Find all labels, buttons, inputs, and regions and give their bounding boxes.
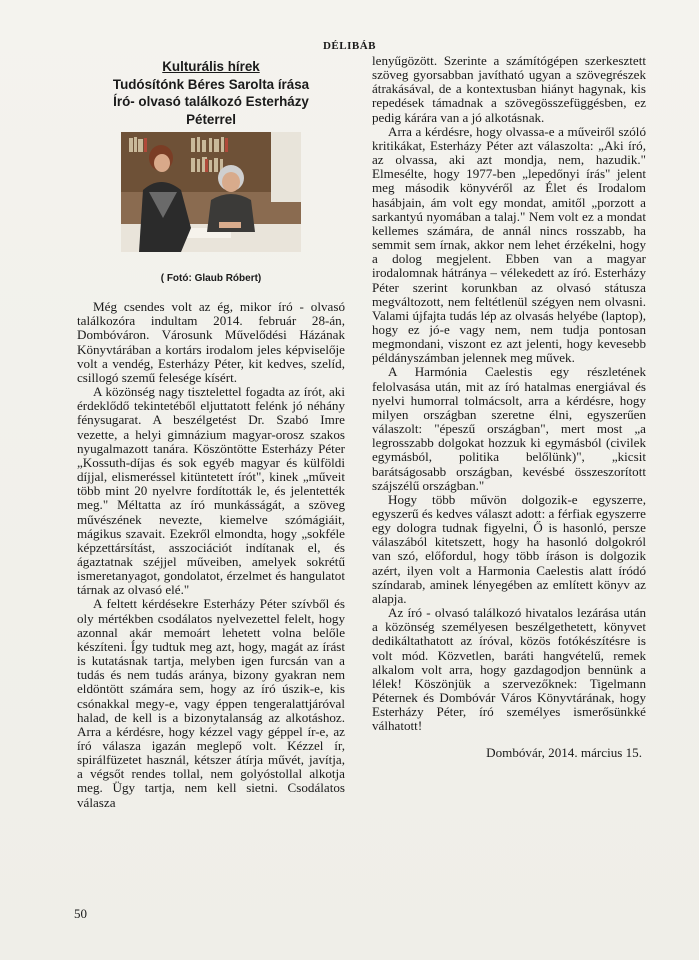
article-title-line2: Péterrel [186, 111, 236, 127]
paragraph: A közönség nagy tisztelettel fogadta az írót, aki érdeklődő tekintetéből eljuttatott felénk jó néhány fénysugarat. A beszélgetést Dr. Szabó Imre vezette, a helyi gimnázium magyar-orosz szakos nyugalmazott tanára. Köszöntötte Esterházy Péter „Kossuth-díjas és sok egyéb magyar és külföldi díjjal, elismeréssel kitüntetett írót", kinek „műveit több mint 20 nyelvre fordították le, és jelentették meg." Méltatta az író munkásságát, a szöveg művészének nevezte, kiemelve szómágiáit, mágikus szavait. Ezekről elmondta, hogy „sokféle képzettársítást, asszociációt indítanak el, és ágaztatnak széjjel műveiben, amelyek sokrétű ismeretanyagot, gondolatot, érzelmet és hangulatot tárnak az olvasó elé." [77, 384, 345, 598]
section-title: Kulturális hírek [162, 59, 260, 74]
paragraph: Még csendes volt az ég, mikor író - olvasó találkozóra indultam 2014. február 28-án, Dombóváron. Városunk Művelődési Házának Könyvtárában a kortárs irodalom jeles képviselője volt a vendég, Esterházy Péter, kit kedves, szelíd, csillogó szemű felesége kísért. [77, 299, 345, 385]
paragraph: lenyűgözött. Szerinte a számítógépen szerkesztett szöveg gyorsabban javítható ugyan a szövegrészek átrakásával, de a kontextusban hiányt hagynak, kis repedések támadnak a szövegösszefüggésben, ez pedig kárára van a jó alkotásnak. [372, 53, 646, 125]
byline: Tudósítónk Béres Sarolta írása [112, 76, 310, 92]
article-title-line1: Író- olvasó találkozó Esterházy [113, 94, 309, 109]
paragraph: Arra a kérdésre, hogy olvassa-e a műveiről szóló kritikákat, Esterházy Péter azt válaszolta: „Aki író, az olvassa, aki azt mondja, nem, hazudik." Elmesélte, hogy 1977-ben „lepedőnyi írás" jelent meg második könyvéről az Élet és Irodalom hasábjain, ám volt egy mondat, amitől „porzott a sarkantyú nyomában a talaj." Nem volt ez a mondat kellemes számára, de annál nincs rosszabb, ha semmit sem írnak, akkor nem lehet érzékelni, hogy a dolog megjelent. Ebben van a magyar irodalomnak hátránya – vélekedett az író. Esterházy Péter szerint korunkban az olvasó státusza megváltozott, nem feltétlenül szégyen nem olvasni. Valami újfajta tudás lép az olvasás helyébe (laptop), hogy ez jó-e vagy nem, nem tudja pontosan megmondani, viszont ez azt jelenti, hogy kevesebb példányszámban jelennek meg művek. [372, 123, 646, 366]
paragraph: Az író - olvasó találkozó hivatalos lezárása után a közönség személyesen beszélgethetett, könyvet dedikáltathatott az íróval, közös fotókészítésre is volt mód. Közvetlen, baráti hangvételű, remek alkalom volt arra, hogy gazdagodjon bennünk a lélek! Köszönjük a szervezőknek: Tigelmann Péternek és Dombóvár Város Könyvtárának, hogy Esterházy Péter, író személyes ismerősünkké válhatott! [372, 605, 646, 734]
running-head: DÉLIBÁB [322, 40, 377, 52]
right-column [372, 54, 646, 760]
photo-caption: ( Fotó: Glaub Róbert) [160, 273, 262, 284]
paragraph: A Harmónia Caelestis egy részletének felolvasása után, mit az író hatalmas energiával és nyelvi humorral tolmácsolt, arra a kérdésre, hogy milyen országban szeretne élni, egyszerűen válaszolt: "épeszű országban", mert most „a legrosszabb dolgokat hozzuk ki egymásból (civilek egymásból, politika belőlünk)", „kicsit barátságosabb országban, kevésbé összeszorított szájszélű országban." [372, 364, 646, 493]
paragraph: Hogy több művön dolgozik-e egyszerre, egyszerű és kedves választ adott: a férfiak egyszerre egy dologra tudnak figyelni, Ő is hasonló, persze válaszából kitetszett, hogy ha hasonló dolgokról van szó, előfordul, hogy több íráson is dolgozik azért, ilyen volt a Harmonia Caelestis alatt íródó színdarab, aminek lényegében az említett könyv az alapja. [372, 491, 646, 606]
dateline: Dombóvár, 2014. március 15. [486, 744, 642, 760]
event-photo [121, 132, 301, 252]
article-header [77, 58, 345, 128]
page-number: 50 [74, 906, 87, 921]
paragraph: A feltett kérdésekre Esterházy Péter szívből és oly mértékben csodálatos nyelvezettel felelt, hogy azonnal akár memoárt lehetett volna belőle készíteni. Így tudtuk meg azt, hogy, magát az írást is kutatásnak tartja, melyben igen furcsán van a tudás és nem tudás aránya, bizony gyakran nem eldöntött számára sem, hogy az író úszik-e, kis csónakkal megy-e, vagy éppen tengeralattjáróval halad, de kell is a bizonytalanság az alkotáshoz. Arra a kérdésre, hogy kézzel vagy géppel ír-e, az író válasza igazán meglepő volt. Kézzel ír, spirálfüzetet használ, kétszer átírja művét, javítja, a végsőt rendes tollal, nem golyóstollal alkotja meg. Ügy tartja, nem kell sietni. Csodálatos válasza [77, 596, 345, 810]
left-column [77, 59, 345, 810]
